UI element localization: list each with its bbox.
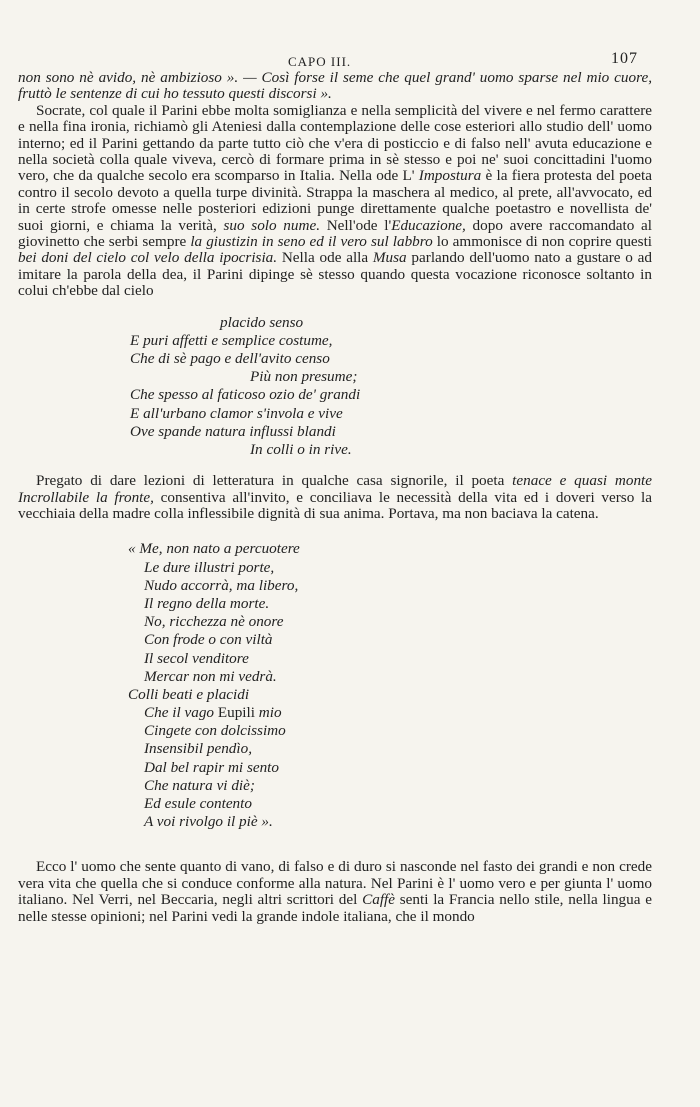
poem-excerpt-musa bbox=[130, 314, 652, 460]
text-run: è la fiera protesta del poeta contro il secolo devoto a quella turpe divinità. Strappa la maschera al medico, al prete, all'avvocato, ed in certe strofe omesse nelle posteriori edizioni punge direttamente qualche poetastro e novellista de' suoi giorni, e chiama la verità, bbox=[18, 167, 652, 234]
text-run: parlando dell'uomo nato a gustare o ad imitare la parola della dea, il Parini dipinge sè stesso quando questa vocazione riconosce soltanto in colui ch'ebbe dal cielo bbox=[18, 249, 652, 300]
poem-line: Che natura vi diè; bbox=[144, 776, 255, 794]
text-run: lo ammonisce di non coprire questi bbox=[432, 233, 653, 251]
place-name-eupili: Eupili bbox=[217, 704, 255, 722]
poem-line: Colli beati e placidi bbox=[128, 685, 250, 703]
paragraph-ecco bbox=[18, 859, 652, 925]
poem-line: Dal bel rapir mi sento bbox=[144, 758, 279, 776]
title-musa: Musa bbox=[372, 249, 407, 267]
poem-line: placido senso bbox=[220, 313, 304, 331]
poem-excerpt-me-non-nato bbox=[128, 540, 652, 831]
poem-line bbox=[128, 704, 652, 722]
poem-line: Con frode o con viltà bbox=[144, 631, 273, 649]
poem-line: Cingete con dolcissimo bbox=[144, 722, 286, 740]
poem-line: Ove spande natura influssi blandi bbox=[130, 422, 336, 440]
poem-line: E all'urbano clamor s'invola e vive bbox=[130, 404, 343, 422]
body-text bbox=[18, 70, 652, 300]
paragraph-socrate bbox=[18, 103, 652, 300]
text-run: Pregato di dare lezioni di letteratura in qualche casa signorile, il poeta bbox=[36, 472, 513, 490]
poem-line: « Me, non nato a percuotere bbox=[128, 540, 300, 558]
body-text-3 bbox=[18, 859, 652, 925]
poem-line: Il secol venditore bbox=[144, 649, 249, 667]
poem-line: Nudo accorrà, ma libero, bbox=[144, 576, 299, 594]
text-run: senti la Francia nello stile, nella lingua e nelle stesse opinioni; nel Parini vedi la grande indole italiana, che il mondo bbox=[18, 891, 652, 925]
text-run: Ecco l' uomo che sente quanto di vano, di falso e di duro si nasconde nel fasto dei grandi e non crede vera vita che quella che si conduce conforme alla natura. Nel Parini è l' uomo vero e per giunta l' uomo italiano. Nel Verri, nel Beccaria, negli altri scrittori del bbox=[18, 858, 652, 909]
poem-line: Mercar non mi vedrà. bbox=[144, 667, 277, 685]
text-run: mio bbox=[254, 704, 282, 722]
poem-line: Le dure illustri porte, bbox=[144, 558, 275, 576]
paragraph-pregato bbox=[18, 473, 652, 522]
quote-tenace: tenace e quasi monte Incrollabile la fronte, bbox=[18, 472, 652, 506]
body-text-2 bbox=[18, 473, 652, 522]
poem-line: Il regno della morte. bbox=[144, 594, 270, 612]
poem-line: No, ricchezza nè onore bbox=[144, 613, 284, 631]
text-run: Che il vago bbox=[144, 704, 218, 722]
poem-line: Che di sè pago e dell'avito censo bbox=[130, 350, 330, 368]
text-run: Nell'ode l' bbox=[320, 216, 392, 234]
text-run: consentiva all'invito, e conciliava le necessità della vita ed i doveri verso la vecchiaia della madre colla inflessibile dignità di sua anima. Portava, ma non baciava la catena. bbox=[18, 488, 652, 522]
title-impostura: Impostura bbox=[418, 167, 482, 185]
quote-end: non sono nè avido, nè ambizioso ». — Così forse il seme che quel grand' uomo sparse nel mio cuore, fruttò le sentenze di cui ho tessuto questi discorsi ». bbox=[18, 69, 652, 103]
text-run: Nella ode alla bbox=[277, 249, 373, 267]
poem-line: Più non presume; bbox=[250, 368, 358, 386]
quote-suo-solo-nume: suo solo nume. bbox=[223, 216, 321, 234]
poem-line: Ed esule contento bbox=[144, 795, 252, 813]
paragraph-continuation bbox=[18, 70, 652, 103]
text-run: dopo avere raccomandato al giovinetto che serbi sempre bbox=[18, 216, 653, 251]
page-header bbox=[18, 48, 652, 70]
running-head: CAPO III. bbox=[288, 54, 352, 69]
poem-line: In colli o in rive. bbox=[250, 441, 352, 458]
title-educazione: Educazione, bbox=[391, 216, 466, 234]
quote-giustizia: la giustizin in seno ed il vero sul labbro bbox=[190, 233, 433, 251]
poem-line: Insensibil pendìo, bbox=[144, 740, 252, 758]
poem-line: A voi rivolgo il piè ». bbox=[144, 813, 273, 831]
poem-line: Che spesso al faticoso ozio de' grandi bbox=[130, 386, 361, 404]
poem-line: E puri affetti e semplice costume, bbox=[130, 331, 333, 349]
quote-bei-doni: bei doni del cielo col velo della ipocrisia. bbox=[18, 249, 278, 267]
title-caffe: Caffè bbox=[362, 891, 395, 909]
text-run: Socrate, col quale il Parini ebbe molta somiglianza e nella semplicità del vivere e nel fermo carattere e nella fina ironia, richiamò gli Ateniesi dalla contemplazione delle cose esteriori allo studio dell' uomo interno; ed il Parini gettando da parte tutto ciò che v'era di posticcio e di falso nell' avuta educazione e nella società colla quale viveva, cercò di formare prima in sè stesso e poi ne' suoi concittadini l'uomo vero, che da qualche secolo era scomparso in Italia. Nella ode L' bbox=[18, 101, 652, 185]
page-number: 107 bbox=[611, 50, 638, 67]
